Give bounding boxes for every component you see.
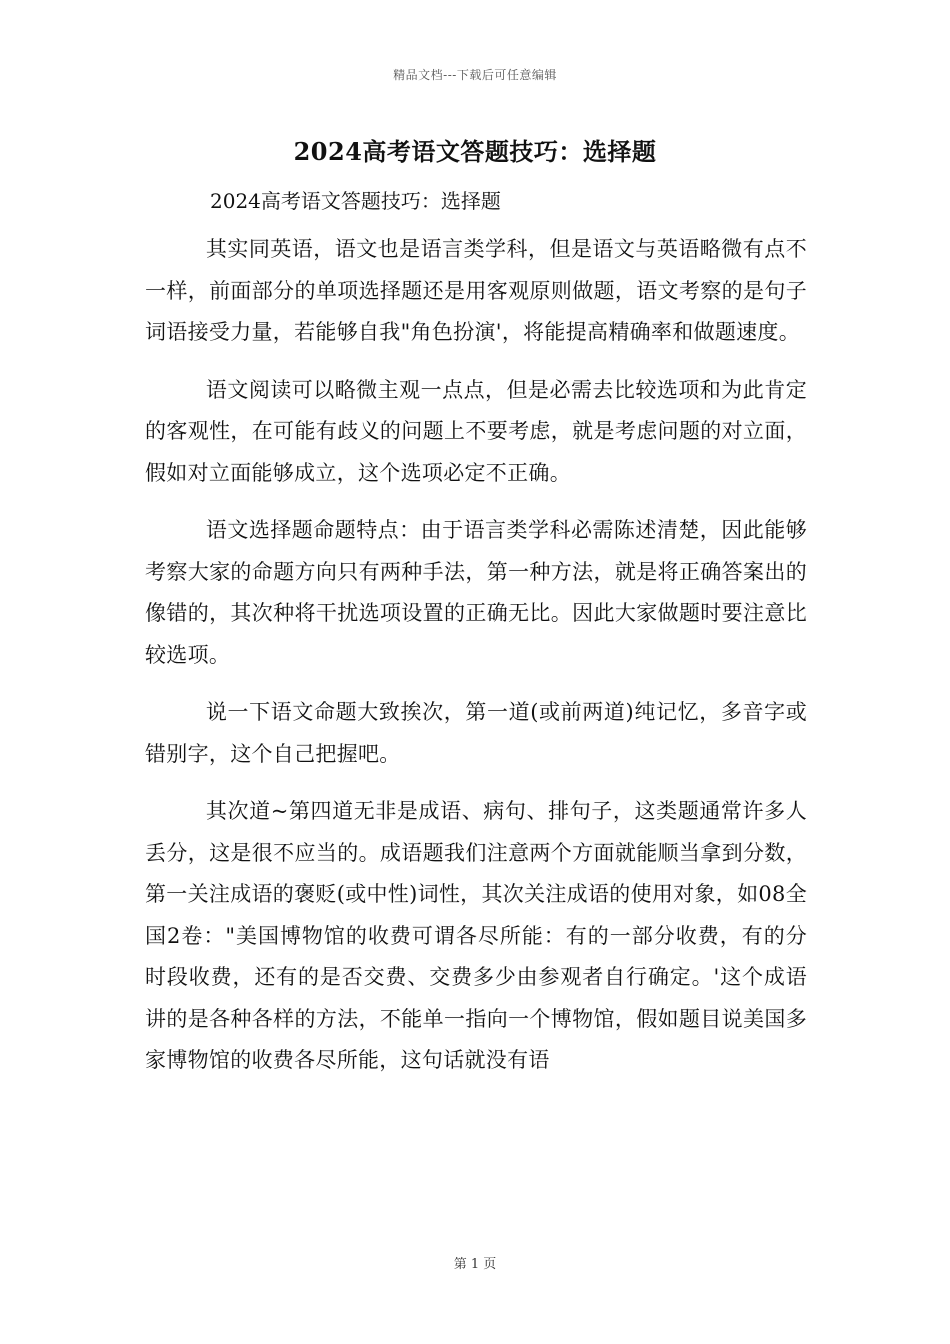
paragraph: 说一下语文命题大致挨次，第一道(或前两道)纯记忆，多音字或错别字，这个自己把握吧。 [145,700,807,766]
paragraph: 语文选择题命题特点：由于语言类学科必需陈述清楚，因此能够考察大家的命题方向只有两种手法，第一种方法，就是将正确答案出的像错的，其次种将干扰选项设置的正确无比。因此大家做题时要注意比较选项。 [145,518,807,667]
paragraph: 其实同英语，语文也是语言类学科，但是语文与英语略微有点不一样，前面部分的单项选择题还是用客观原则做题，语文考察的是句子词语接受力量，若能够自我"角色扮演'，将能提高精确率和做题速度。 [145,237,807,344]
page-number: 第 1 页 [453,1257,497,1272]
document-subtitle: 2024高考语文答题技巧：选择题 [210,189,501,213]
paragraph: 其次道~第四道无非是成语、病句、排句子，这类题通常许多人丢分，这是很不应当的。成语题我们注意两个方面就能顺当拿到分数，第一关注成语的褒贬(或中性)词性，其次关注成语的使用对象，如08全国2卷："美国博物馆的收费可谓各尽所能：有的一部分收费，有的分时段收费，还有的是否交费、交费多少由参观者自行确定。'这个成语讲的是各种各样的方法，不能单一指向一个博物馆，假如题目说美国多家博物馆的收费各尽所能，这句话就没有语 [145,799,808,1072]
paragraph: 语文阅读可以略微主观一点点，但是必需去比较选项和为此肯定的客观性，在可能有歧义的问题上不要考虑，就是考虑问题的对立面，假如对立面能够成立，这个选项必定不正确。 [145,377,807,485]
document-title: 2024高考语文答题技巧：选择题 [293,137,657,166]
body-text [145,229,807,1098]
header-note: 精品文档---下载后可任意编辑 [393,68,557,82]
